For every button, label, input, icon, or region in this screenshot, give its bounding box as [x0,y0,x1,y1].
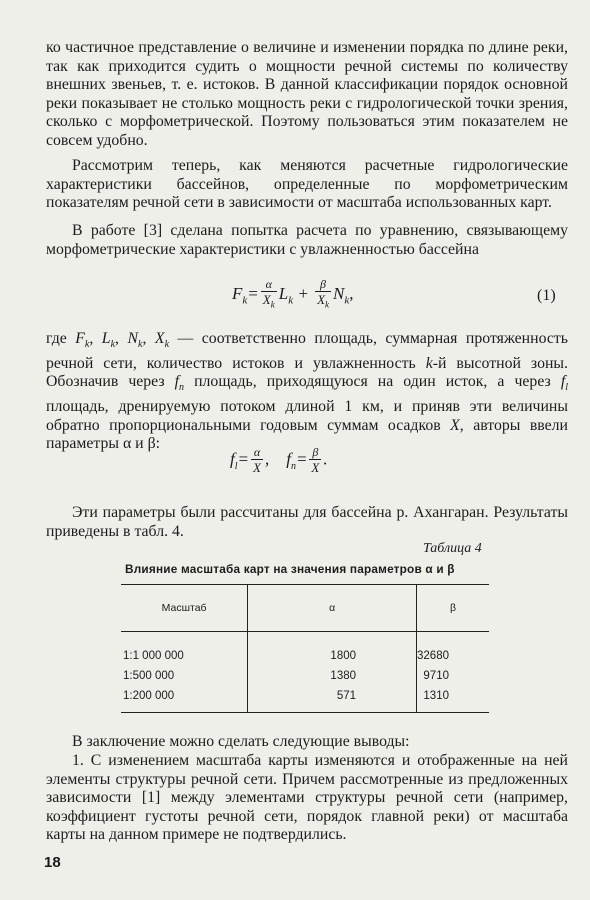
paragraph-3: В работе [3] сделана попытка расчета по уравнению, связывающему морфометрические характеристики с увлажненностью бассейна [46,222,568,258]
eq2-den-b: X [311,460,320,475]
results-table [121,584,489,713]
eq1-lhs-sub: k [242,294,248,307]
eq2-alpha: α [251,446,263,460]
eq1-frac-alpha [261,278,277,313]
eq1-den-a-sub: k [270,299,275,310]
header-scale: Масштаб [121,585,248,632]
cell-alpha: 571 [248,686,417,713]
cell-beta: 9710 [417,666,489,686]
paragraph-7: 1. С изменением масштаба карты изменяются и отображенные на ней элементы структуры речной сети. Причем рассмотренные из предложенных зависимости [1] между элементами структуры речной сети (например, коэффициент густоты речной сети, порядок главной реки) от масштаба карты на данном примере не подтвердились. [46,752,568,844]
page-number: 18 [44,854,61,871]
table-header-row [121,585,489,632]
equation-number: (1) [537,287,556,304]
equation-1: $F_k=$ $\frac{\alpha}{X_k}$ $L_k$ + $\frac{\beta}{X_k}$ $N_k$, [232,278,354,313]
header-alpha: α [248,585,417,632]
table-title: Влияние масштаба карт на значения параметров α и β [125,562,455,576]
eq1-lhs: F [232,284,243,304]
cell-beta: 1310 [417,686,489,713]
eq1-frac-beta [315,278,331,313]
eq1-den-b: X [317,292,326,307]
eq2-fl-sub: l [234,460,238,472]
cell-scale: 1:200 000 [121,686,248,713]
cell-alpha: 1800 [248,632,417,667]
cell-beta: 32680 [417,632,489,667]
paragraph-6: В заключение можно сделать следующие выводы: [72,733,410,750]
eq1-den-a: X [262,292,271,307]
cell-scale: 1:1 000 000 [123,650,184,662]
equation-2: $f_l=$ $\frac{\alpha}{X}$ , $f_n=$ $\frac{\beta}{X}$ . [230,445,328,475]
paragraph-2: Рассмотрим теперь, как меняются расчетные гидрологические характеристики бассейнов, определенные по морфометрическим показателям речной сети в зависимости от масштаба использованных карт. [46,157,568,212]
eq2-fl: f [230,449,235,469]
eq2-beta: β [309,446,321,460]
paragraph-4: где $F_k$, $L_k$, $N_k$, $X_k$ — соответственно площадь, суммарная протяженность речной сети, количество истоков и увлажненность k-й высотной зоны. Обозначив через $f_n$ площадь, приходящуюся на один исток, а через $f_l$ площадь, дренируемую потоком длиной 1 км, и приняв эти величины обратно пропорциональными годовым суммам осадков X, авторы ввели параметры α и β: [46,330,568,453]
cell-alpha: 1380 [248,666,417,686]
eq1-alpha: α [261,278,277,292]
table-row [121,686,489,713]
eq2-frac-alpha [251,446,263,475]
header-beta: β [417,585,489,632]
paragraph-1: ко частичное представление о величине и изменении порядка по длине реки, так как приходится судить о мощности речной системы по количеству внешних звеньев, т. е. истоков. В данной классификации порядок основной реки показывает не столько мощность реки с гидрологической точки зрения, сколько с морфометрической. Поэтому пользоваться этим показателем не совсем удобно. [46,39,568,149]
eq1-N: N [333,284,345,304]
eq1-N-sub: k [344,294,350,307]
eq1-beta: β [315,278,331,292]
eq2-den-a: X [253,460,261,475]
eq1-L: L [278,284,289,304]
eq1-L-sub: k [288,294,294,307]
eq2-fn: f [286,449,291,469]
table-row [121,666,489,686]
table-row [121,632,489,667]
cell-scale: 1:500 000 [123,670,175,682]
eq1-den-b-sub: k [325,299,330,310]
eq2-fn-sub: n [290,460,296,472]
paragraph-5: Эти параметры были рассчитаны для бассейна р. Ахангаран. Результаты приведены в табл. 4. [46,504,568,540]
table-label: Таблица 4 [423,541,482,556]
eq2-frac-beta [309,446,321,475]
